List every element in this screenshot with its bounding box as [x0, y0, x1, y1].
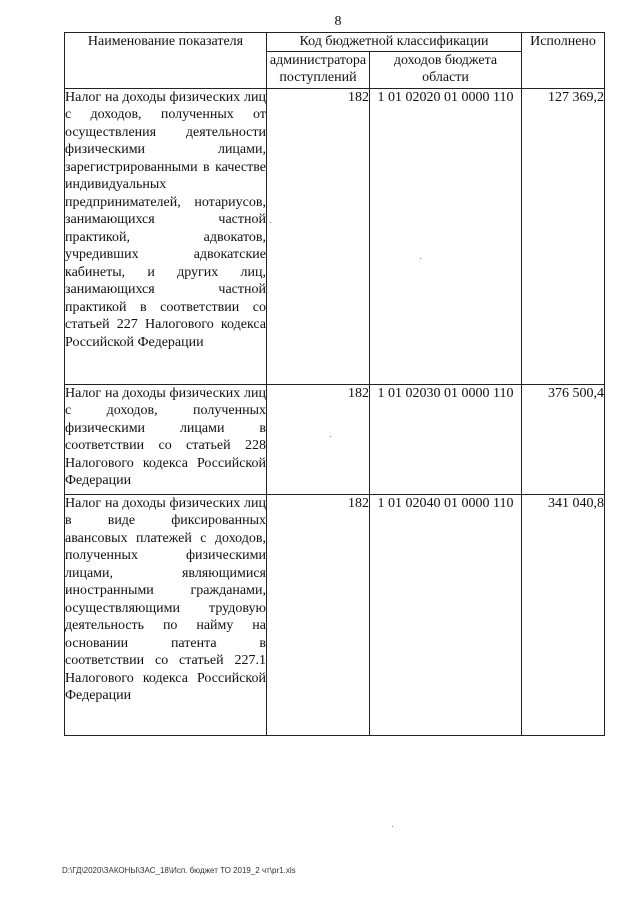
table-row: [65, 384, 605, 494]
scan-speck: [420, 258, 421, 259]
table-row: [65, 494, 605, 735]
table-body: [65, 88, 605, 735]
page-number: 8: [334, 14, 342, 29]
header-executed: Исполнено: [522, 33, 605, 89]
header-indicator-name: Наименование показателя: [65, 33, 267, 89]
footer-file-path: D:\ГД\2020\ЗАКОНЫ\ЗАС_18\Исп. бюджет ТО 2019_2 чт\pr1.xls: [62, 866, 296, 875]
table-row: [65, 88, 605, 384]
revenue-code-cell: 1 01 02040 01 0000 110: [370, 494, 522, 735]
scan-speck: [270, 222, 271, 223]
executed-amount-cell: 341 040,8: [522, 494, 605, 735]
revenue-code-cell: 1 01 02020 01 0000 110: [370, 88, 522, 384]
header-row-top: [65, 33, 605, 52]
budget-revenue-table: [64, 32, 605, 736]
admin-code-cell: 182: [267, 88, 370, 384]
scan-speck: [330, 436, 331, 437]
indicator-name-cell: Налог на доходы физических лиц с доходов, полученных от осуществления деятельности физическими лицами, зарегистрированными в качестве индивидуальных предпринимателей, нотариусов, занимающихся частной практикой, адвокатов, учредивших адвокатские кабинеты, и других лиц, занимающихся частной практикой в соответствии со статьей 227 Налогового кодекса Российской Федерации: [65, 88, 267, 384]
admin-code-cell: 182: [267, 384, 370, 494]
indicator-name-cell: Налог на доходы физических лиц с доходов, полученных физическими лицами в соответствии со статьей 228 Налогового кодекса Российской Федерации: [65, 384, 267, 494]
indicator-name-cell: Налог на доходы физических лиц в виде фиксированных авансовых платежей с доходов, полученных физическими лицами, являющимися иностранными гражданами, осуществляющими трудовую деятельность по найму на основании патента в соответствии со статьей 227.1 Налогового кодекса Российской Федерации: [65, 494, 267, 735]
executed-amount-cell: 127 369,2: [522, 88, 605, 384]
header-administrator-revenue: администратора поступлений: [267, 51, 370, 88]
executed-amount-cell: 376 500,4: [522, 384, 605, 494]
header-budget-classification-code: Код бюджетной классификации: [267, 33, 522, 52]
header-regional-budget-revenue: доходов бюджета области: [370, 51, 522, 88]
table-header: [65, 33, 605, 89]
scan-speck: [392, 826, 393, 827]
admin-code-cell: 182: [267, 494, 370, 735]
revenue-code-cell: 1 01 02030 01 0000 110: [370, 384, 522, 494]
